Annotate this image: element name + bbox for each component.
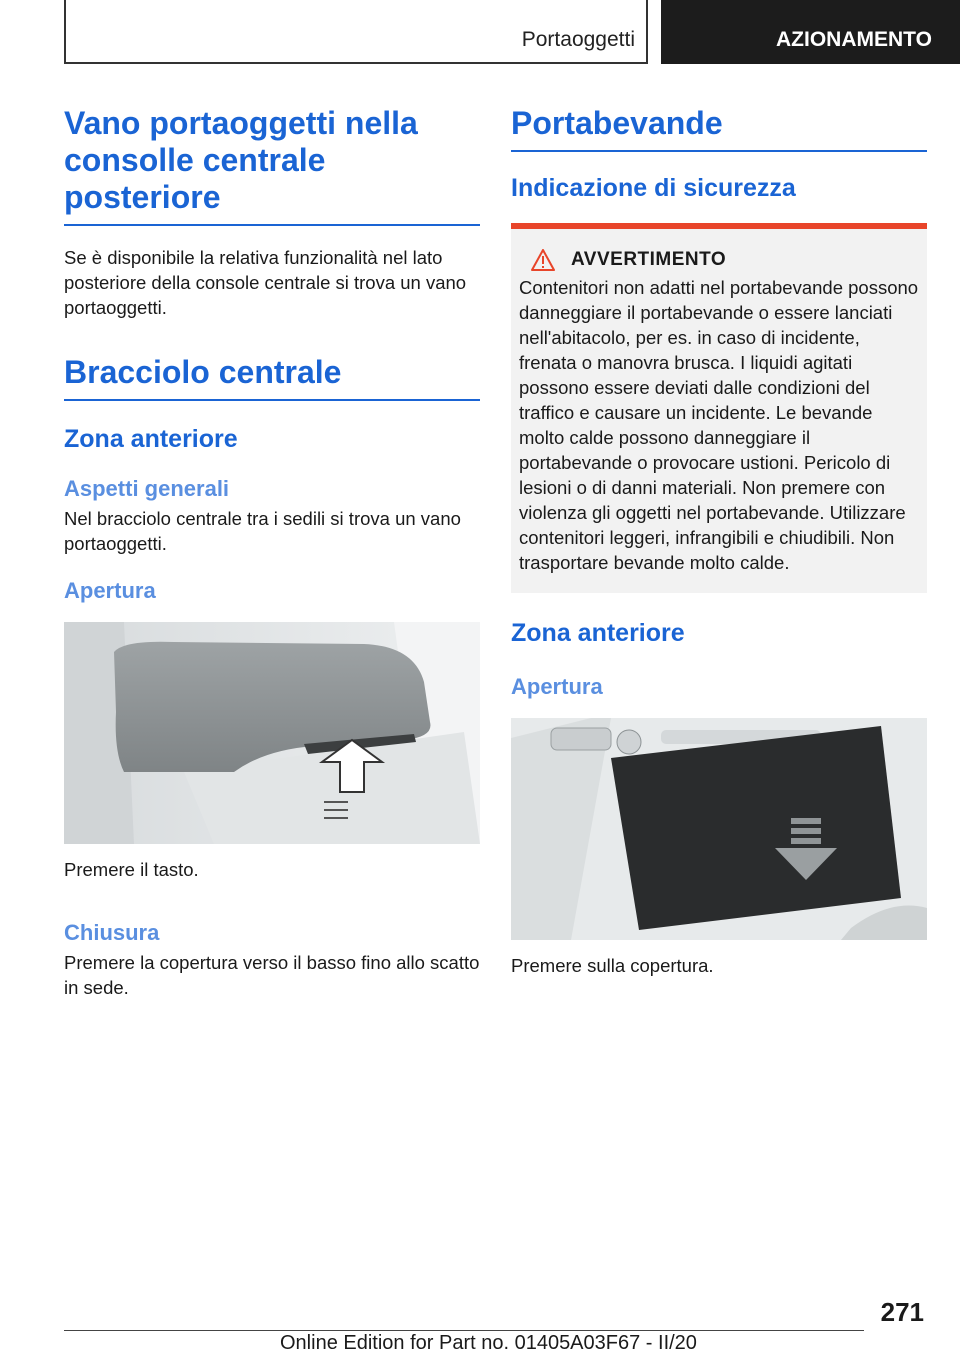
heading-apertura-portabevande: Apertura <box>511 674 603 699</box>
heading-bracciolo-centrale: Bracciolo centrale <box>64 354 480 401</box>
left-column <box>64 100 480 1000</box>
header-section-title: Portaoggetti <box>521 28 635 51</box>
caption-premere-tasto: Premere il tasto. <box>64 859 199 880</box>
paragraph-aspetti: Nel bracciolo centrale tra i sedili si trova un vano portaoggetti. <box>64 508 461 554</box>
heading-aspetti-generali: Aspetti generali <box>64 476 230 501</box>
heading-indicazione-sicurezza: Indicazione di sicurezza <box>511 174 796 202</box>
heading-zona-anteriore-portabevande: Zona anteriore <box>511 619 685 647</box>
heading-chiusura: Chiusura <box>64 920 160 945</box>
heading-apertura-bracciolo: Apertura <box>64 578 156 603</box>
warning-title: AVVERTIMENTO <box>571 249 727 270</box>
header-chapter-tab: AZIONAMENTO <box>661 0 960 64</box>
warning-box <box>511 223 927 593</box>
paragraph-chiusura: Premere la copertura verso il basso fino allo scatto in sede. <box>64 952 480 998</box>
heading-zona-anteriore: Zona anteriore <box>64 425 238 453</box>
footer-divider <box>64 1330 864 1331</box>
heading-portabevande: Portabevande <box>511 105 927 152</box>
armrest-photo <box>64 622 480 844</box>
footer-edition: Online Edition for Part no. 01405A03F67 - II/20 <box>280 1332 697 1354</box>
right-column <box>511 100 927 978</box>
warning-text: Contenitori non adatti nel portabevande possono danneggiare il portabevande o essere lanciati nell'abitacolo, per es. in caso di incidente, frenata o manovra brusca. I liquidi agitati possono essere deviati dalle condizioni del traffico e causare un incidente. Le bevande molto calde possono danneggiare il portabevande o provocare ustioni. Pericolo di lesioni o di danni materiali. Non premere con violenza gli oggetti nel portabevande. Utilizzare contenitori leggeri, infrangibili e chiudibili. Non trasportare bevande molto calde. <box>519 277 919 573</box>
warning-title-row <box>519 249 919 271</box>
cupholder-photo <box>511 718 927 940</box>
heading-vano-portaoggetti: Vano portaoggetti nella consolle centrale posteriore <box>64 105 480 226</box>
warning-triangle-icon <box>531 249 555 271</box>
caption-premere-copertura: Premere sulla copertura. <box>511 955 714 976</box>
page-number: 271 <box>880 1297 924 1327</box>
paragraph-vano: Se è disponibile la relativa funzionalità nel lato posteriore della console centrale si trova un vano portaoggetti. <box>64 247 467 318</box>
